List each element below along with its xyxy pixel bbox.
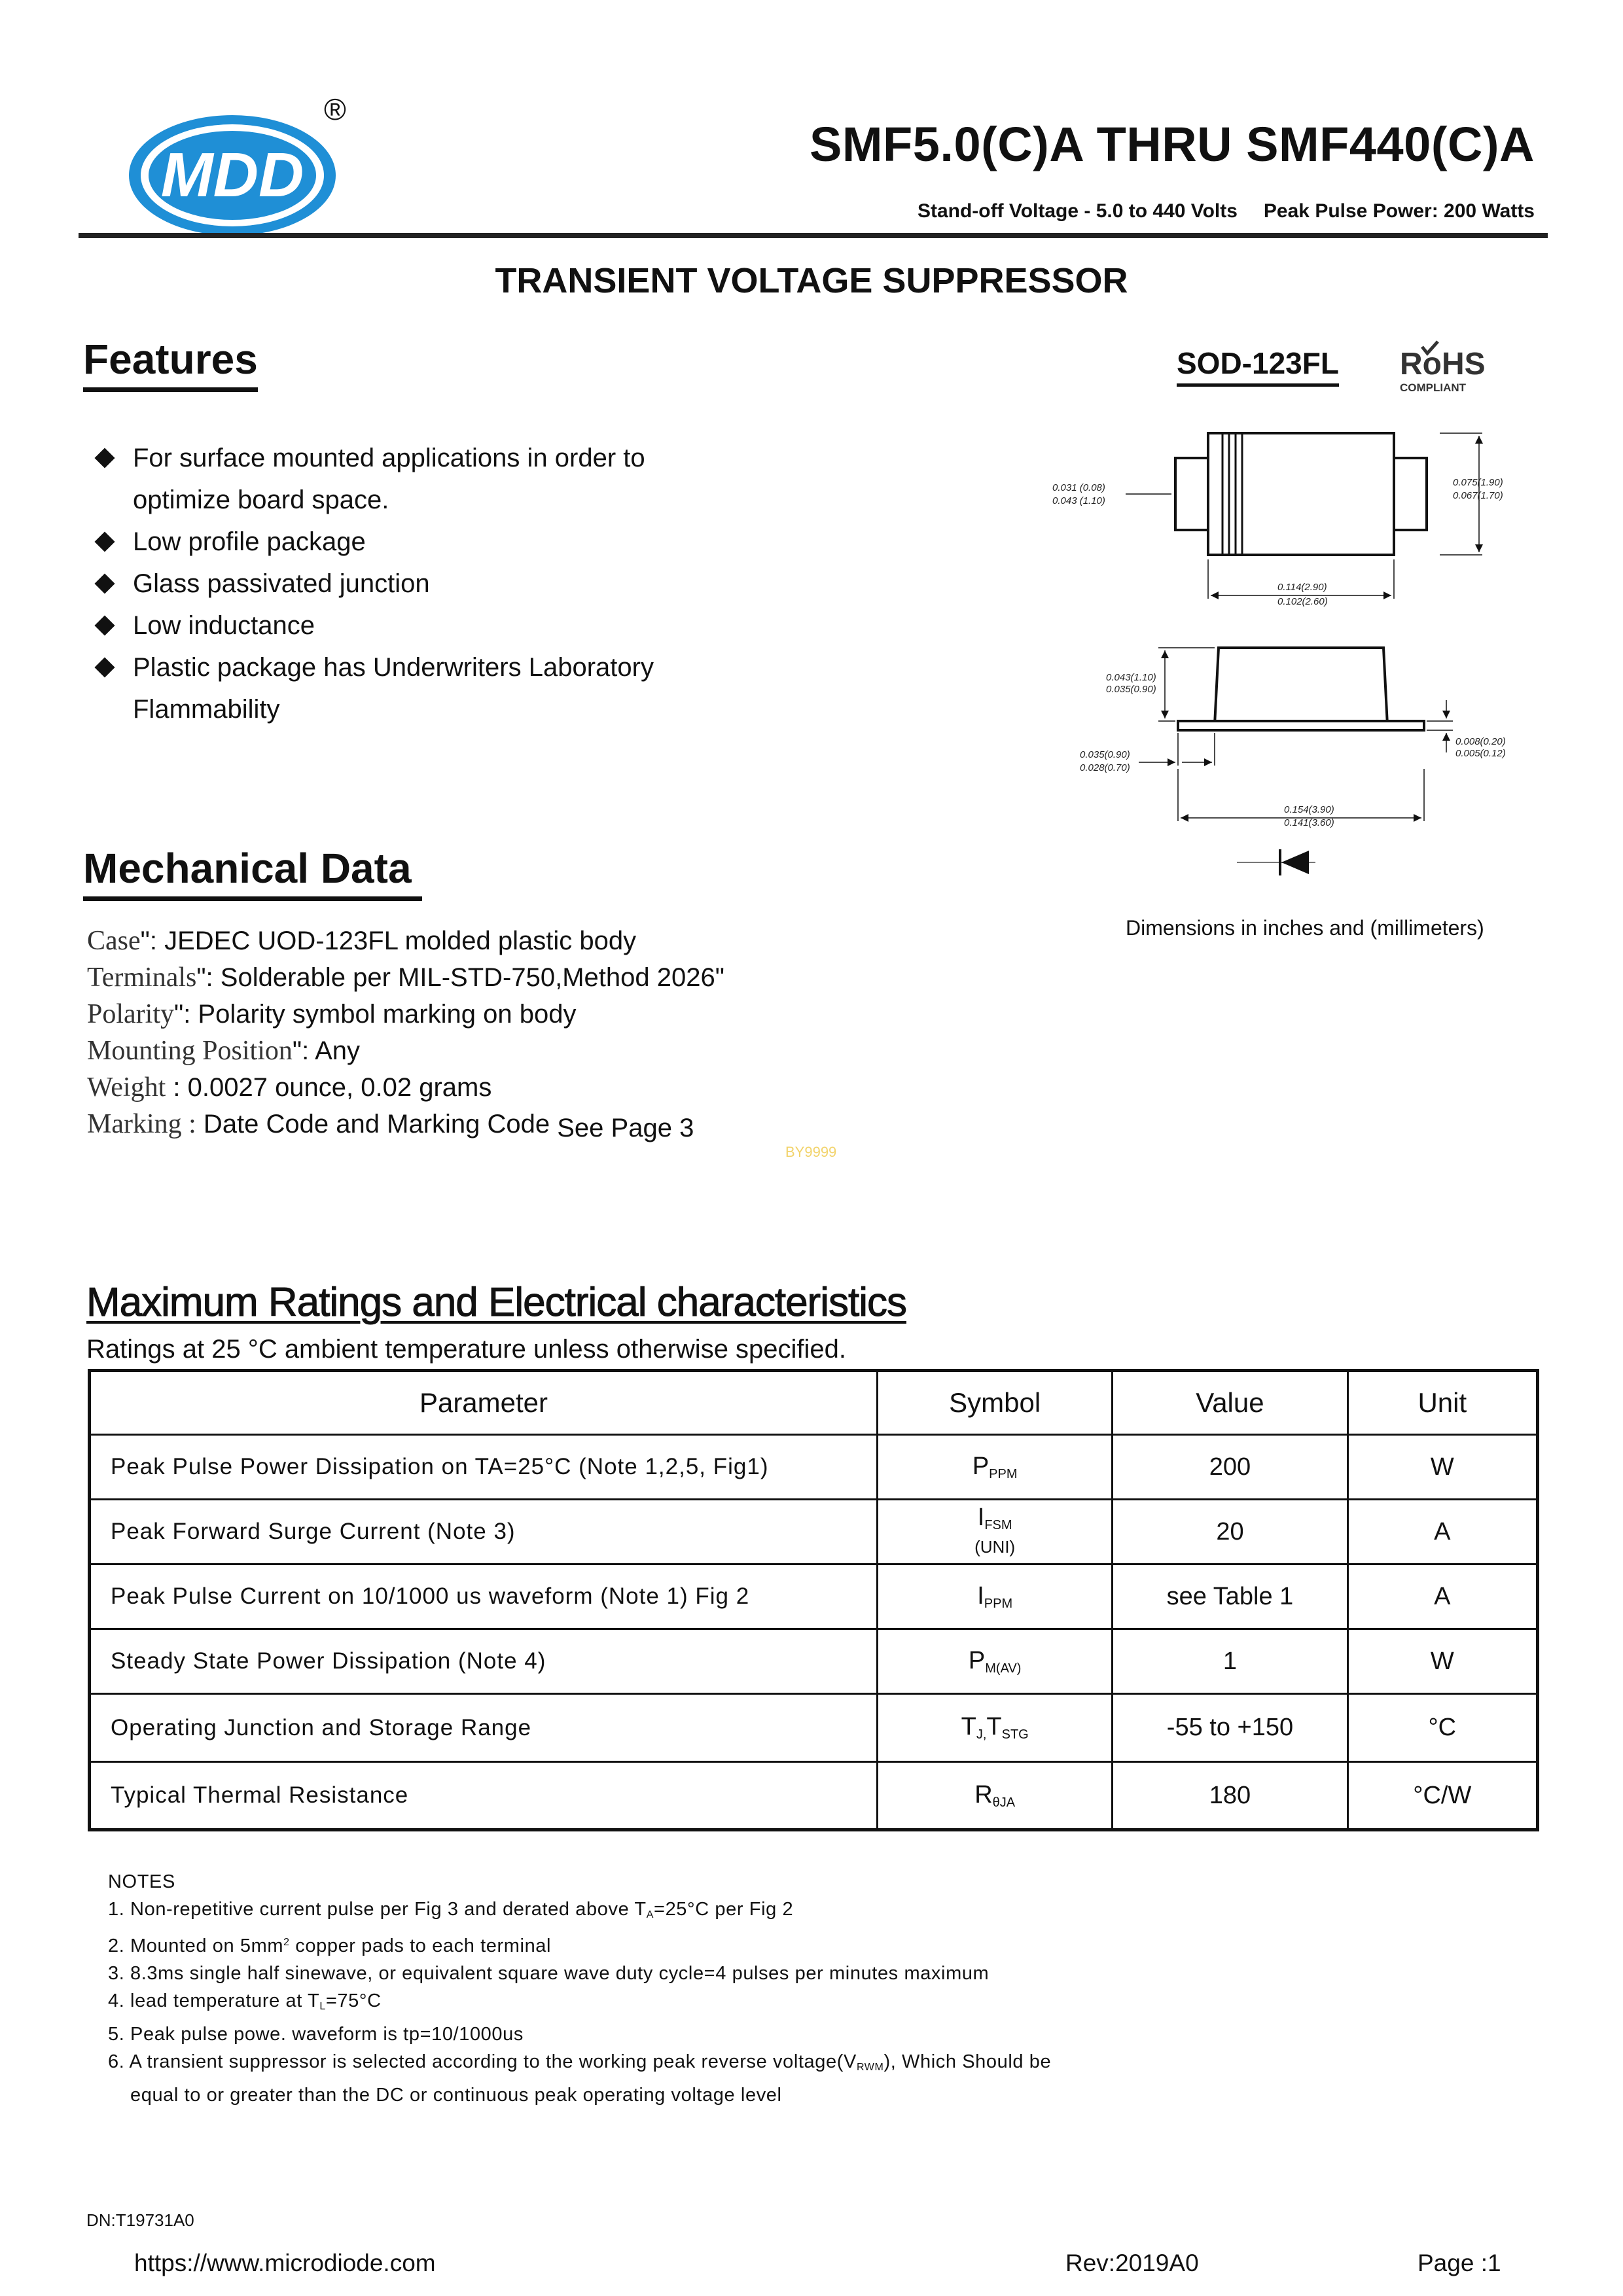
- note-item: 2. Mounted on $5mm^2$ copper pads to each terminal: [108, 1935, 552, 1956]
- column-header: Unit: [1347, 1371, 1537, 1435]
- note-item: 5. Peak pulse powe. waveform is tp=10/1000us: [108, 2024, 524, 2045]
- symbol-cell: $I_{FSM}$ (UNI): [878, 1500, 1113, 1564]
- website-link[interactable]: https://www.microdiode.com: [134, 2250, 436, 2276]
- unit-cell: °C/W: [1347, 1762, 1537, 1830]
- see-page-reference: See Page 3: [557, 1114, 694, 1142]
- table-row: [90, 1564, 1538, 1629]
- list-item: Mounting Position": Any: [87, 1036, 361, 1066]
- value-cell: 180: [1113, 1762, 1347, 1830]
- diamond-bullet-icon: [94, 521, 133, 563]
- value-cell: see Table 1: [1113, 1564, 1347, 1629]
- table-row: [90, 1694, 1538, 1762]
- registered-mark: ®: [324, 92, 346, 126]
- mechanical-data-list: [87, 923, 724, 1142]
- list-item: Plastic package has Underwriters Laboratory: [94, 646, 654, 688]
- diamond-bullet-icon: [94, 646, 133, 688]
- parameter-cell: Typical Thermal Resistance: [90, 1762, 878, 1830]
- dim-label: 0.141(3.60): [1284, 817, 1334, 828]
- note-item: 4. lead temperature at TL=75°C: [108, 1990, 382, 2012]
- unit-cell: A: [1347, 1564, 1537, 1629]
- unit-cell: A: [1347, 1500, 1537, 1564]
- features-list: [94, 437, 654, 730]
- parameter-cell: Peak Pulse Current on 10/1000 us waveform (Note 1) Fig 2: [90, 1564, 878, 1629]
- rohs-sub: COMPLIANT: [1400, 381, 1467, 394]
- dim-label: 0.102(2.60): [1277, 596, 1328, 607]
- diode-polarity-icon: [1281, 851, 1309, 874]
- dim-label: 0.043(1.10): [1106, 672, 1156, 683]
- list-item-continuation: Flammability: [133, 695, 280, 724]
- list-item: For surface mounted applications in order to: [94, 437, 654, 479]
- note-item-continuation: equal to or greater than the DC or continuous peak operating voltage level: [130, 2085, 782, 2106]
- list-item: Low profile package: [94, 521, 654, 563]
- table-row: [90, 1762, 1538, 1830]
- ratings-heading: Maximum Ratings and Electrical characteristics: [86, 1280, 906, 1325]
- list-item: Low inductance: [94, 605, 654, 646]
- dim-label: 0.028(0.70): [1080, 762, 1130, 773]
- symbol-cell: $P_{M(AV)}$: [878, 1629, 1113, 1694]
- ratings-note: Ratings at 25 °C ambient temperature unless otherwise specified.: [86, 1335, 847, 1364]
- list-item: Glass passivated junction: [94, 563, 654, 605]
- dim-label: 0.067(1.70): [1453, 490, 1503, 501]
- company-logo: [124, 98, 347, 249]
- diamond-bullet-icon: [94, 605, 133, 646]
- mechanical-data-heading: Mechanical Data: [83, 844, 422, 901]
- table-row: [90, 1500, 1538, 1564]
- column-header: Parameter: [90, 1371, 878, 1435]
- unit-cell: °C: [1347, 1694, 1537, 1762]
- table-row: [90, 1629, 1538, 1694]
- package-name: SOD-123FL: [1177, 345, 1339, 387]
- parameter-cell: Peak Forward Surge Current (Note 3): [90, 1500, 878, 1564]
- dim-label: 0.043 (1.10): [1052, 495, 1105, 506]
- column-header: Value: [1113, 1371, 1347, 1435]
- symbol-cell: $T_{J,}T_{STG}$: [878, 1694, 1113, 1762]
- value-cell: 1: [1113, 1629, 1347, 1694]
- side-leads: [1178, 721, 1424, 730]
- parameter-cell: Peak Pulse Power Dissipation on TA=25°C (Note 1,2,5, Fig1): [90, 1435, 878, 1500]
- dim-label: 0.075(1.90): [1453, 477, 1503, 488]
- page-title: SMF5.0(C)A THRU SMF440(C)A: [810, 117, 1535, 171]
- unit-cell: W: [1347, 1629, 1537, 1694]
- document-title: TRANSIENT VOLTAGE SUPPRESSOR: [495, 261, 1128, 300]
- table-row: [90, 1435, 1538, 1500]
- spec-subtitle: [918, 200, 1535, 222]
- diamond-bullet-icon: [94, 563, 133, 605]
- dim-label: 0.035(0.90): [1080, 749, 1130, 760]
- revision: Rev:2019A0: [1065, 2250, 1199, 2276]
- parameter-cell: Operating Junction and Storage Range: [90, 1694, 878, 1762]
- note-item: 1. Non-repetitive current pulse per Fig 3 and derated above TA=25°C per Fig 2: [108, 1899, 794, 1920]
- side-body: [1215, 648, 1387, 725]
- standoff-voltage: Stand-off Voltage - 5.0 to 440 Volts: [917, 200, 1238, 222]
- ratings-table: [88, 1369, 1539, 1831]
- lead-left: [1175, 458, 1208, 530]
- list-item: Marking : Date Code and Marking Code See Page 3: [87, 1109, 694, 1142]
- notes-block: [108, 1868, 1051, 2109]
- header-divider: [79, 233, 1548, 238]
- rohs-text: RoHS: [1400, 347, 1486, 381]
- symbol-cell: $P_{PPM}$: [878, 1435, 1113, 1500]
- value-cell: -55 to +150: [1113, 1694, 1347, 1762]
- rohs-compliant-logo: [1397, 340, 1486, 399]
- symbol-cell: $I_{PPM}$: [878, 1564, 1113, 1629]
- faint-watermark: BY9999: [785, 1144, 837, 1160]
- value-cell: 20: [1113, 1500, 1347, 1564]
- page-number: Page :1: [1418, 2250, 1501, 2276]
- unit-cell: W: [1347, 1435, 1537, 1500]
- features-heading: Features: [83, 335, 258, 392]
- value-cell: 200: [1113, 1435, 1347, 1500]
- lead-right: [1394, 458, 1427, 530]
- list-item: Polarity": Polarity symbol marking on body: [87, 999, 577, 1029]
- logo-text: MDD: [160, 140, 304, 210]
- dim-label: 0.005(0.12): [1455, 748, 1506, 759]
- dimensions-caption: Dimensions in inches and (millimeters): [1126, 916, 1484, 940]
- package-outline-drawing: [1047, 412, 1518, 896]
- parameter-cell: Steady State Power Dissipation (Note 4): [90, 1629, 878, 1694]
- list-item-continuation: optimize board space.: [133, 486, 389, 514]
- dim-label: 0.154(3.90): [1284, 804, 1334, 815]
- diamond-bullet-icon: [94, 437, 133, 479]
- dim-label: 0.008(0.20): [1455, 736, 1506, 747]
- notes-heading: NOTES: [108, 1871, 175, 1892]
- peak-pulse-power: Peak Pulse Power: 200 Watts: [1263, 200, 1535, 222]
- note-item: 6. A transient suppressor is selected according to the working peak reverse voltage(VRWM), Which Should be: [108, 2051, 1052, 2073]
- table-header-row: [90, 1371, 1538, 1435]
- dim-label: 0.035(0.90): [1106, 684, 1156, 695]
- document-number: DN:T19731A0: [86, 2210, 194, 2230]
- list-item: Weight : 0.0027 ounce, 0.02 grams: [87, 1072, 492, 1103]
- dim-label: 0.114(2.90): [1277, 582, 1327, 593]
- list-item: Terminals": Solderable per MIL-STD-750,Method 2026": [87, 963, 724, 993]
- dim-label: 0.031 (0.08): [1052, 482, 1105, 493]
- column-header: Symbol: [878, 1371, 1113, 1435]
- list-item: Case": JEDEC UOD-123FL molded plastic body: [87, 926, 637, 956]
- note-item: 3. 8.3ms single half sinewave, or equivalent square wave duty cycle=4 pulses per minutes maximum: [108, 1963, 990, 1984]
- symbol-cell: $R_{\theta JA}$: [878, 1762, 1113, 1830]
